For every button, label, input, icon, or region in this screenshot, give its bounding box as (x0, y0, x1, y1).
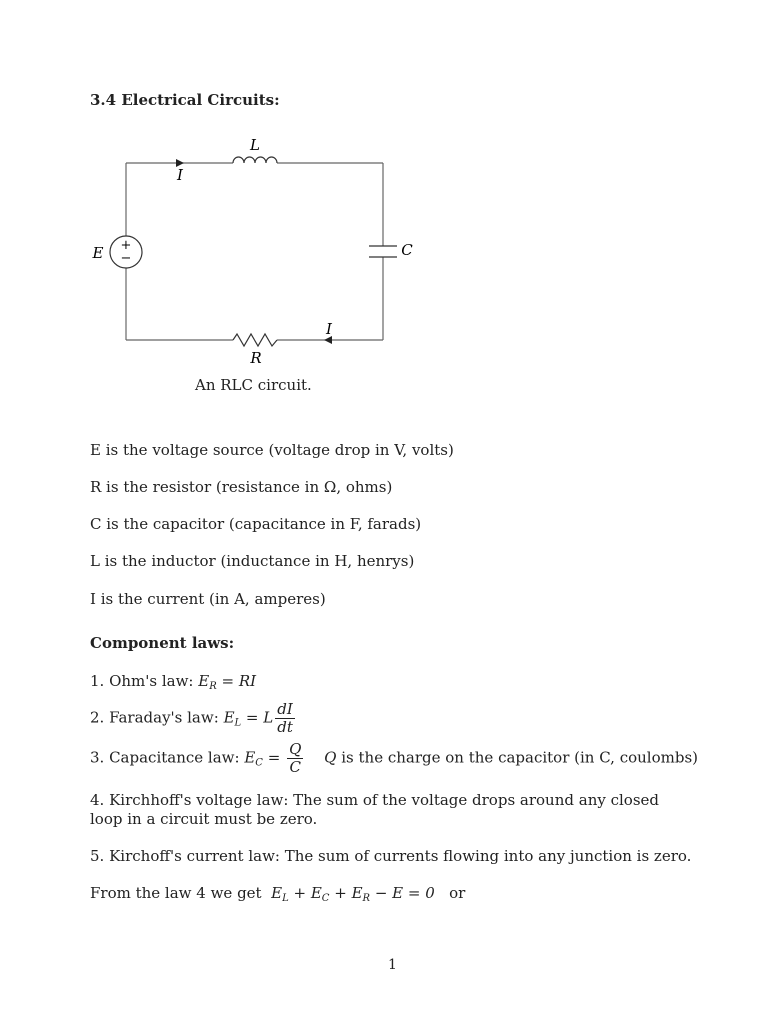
law-ohm-rhs: = RI (216, 672, 257, 690)
final-plus-1: + (288, 884, 311, 902)
final-sub-R: R (362, 893, 371, 904)
final-sub-C: C (321, 893, 330, 904)
resistor-symbol (233, 334, 277, 346)
final-E-R: E (351, 884, 363, 902)
law-faraday-E: E (223, 708, 235, 727)
final-E-L: E (271, 884, 283, 902)
law-capacitance (90, 741, 698, 776)
law-faraday (90, 701, 297, 736)
definition-voltage-source: E is the voltage source (voltage drop in V, volts) (90, 441, 454, 459)
law-capacitance-Q: Q (324, 748, 337, 767)
label-inductor: L (250, 136, 260, 154)
source-minus-sign: − (120, 251, 132, 266)
section-title: 3.4 Electrical Circuits: (90, 91, 280, 109)
rlc-circuit-diagram (80, 130, 420, 370)
definition-resistor: R is the resistor (resistance in Ω, ohms) (90, 478, 393, 496)
law-capacitance-denominator: C (289, 758, 301, 776)
law-ohm (90, 672, 256, 692)
law-faraday-prefix: 2. Faraday's law: (90, 708, 219, 727)
definition-current: I is the current (in A, amperes) (90, 590, 326, 608)
page-number: 1 (388, 957, 397, 973)
final-sub-L: L (282, 893, 289, 904)
law-ohm-prefix: 1. Ohm's law: (90, 672, 194, 690)
source-plus-sign: + (120, 238, 132, 253)
law-faraday-numerator: dI (275, 701, 295, 719)
law-kirchhoff-current: 5. Kirchoff's current law: The sum of currents flowing into any junction is zero. (90, 847, 692, 865)
law-capacitance-fraction (287, 741, 303, 776)
law-kirchhoff-voltage: 4. Kirchhoff's voltage law: The sum of the voltage drops around any closed loop in a circuit must be zero. (90, 791, 659, 828)
law-ohm-sub: R (209, 681, 217, 692)
law-faraday-denominator: dt (277, 718, 293, 736)
law-faraday-eq: = L (241, 708, 274, 727)
law-faraday-sub: L (234, 717, 242, 729)
final-rest: − E = 0 (370, 884, 435, 902)
label-capacitor: C (401, 241, 413, 259)
final-E-C: E (310, 884, 322, 902)
final-prefix: From the law 4 we get (90, 884, 262, 902)
definition-capacitor: C is the capacitor (capacitance in F, farads) (90, 515, 422, 533)
inductor-symbol (233, 157, 277, 163)
law-capacitance-numerator: Q (289, 740, 302, 758)
law-capacitance-E: E (244, 748, 256, 767)
label-voltage-source: E (92, 244, 104, 262)
figure-caption: An RLC circuit. (195, 376, 312, 394)
law-capacitance-sub: C (255, 757, 263, 769)
law-capacitance-eq: = (262, 748, 281, 767)
law-capacitance-prefix: 3. Capacitance law: (90, 748, 240, 767)
law-faraday-fraction (275, 701, 295, 736)
label-current-top: I (177, 166, 183, 184)
definition-inductor: L is the inductor (inductance in H, henrys) (90, 552, 415, 570)
final-plus-2: + (329, 884, 352, 902)
final-equation (90, 884, 465, 904)
label-current-bottom: I (326, 320, 332, 338)
law-ohm-E: E (198, 672, 210, 690)
final-suffix: or (449, 884, 466, 902)
component-laws-heading: Component laws: (90, 634, 235, 652)
label-resistor: R (250, 349, 262, 367)
law-capacitance-note: is the charge on the capacitor (in C, coulombs) (336, 748, 699, 767)
